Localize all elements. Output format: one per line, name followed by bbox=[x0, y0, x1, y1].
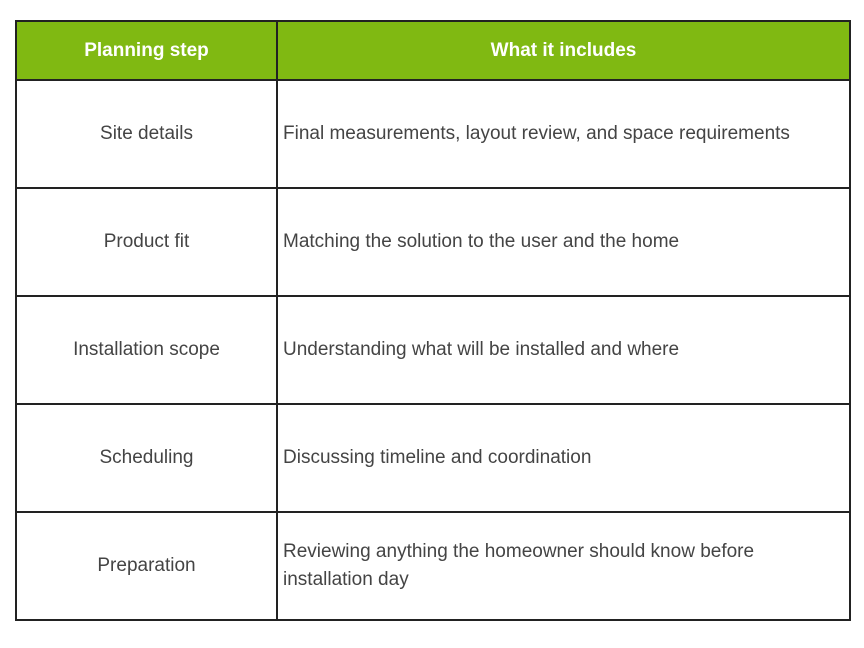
table-row bbox=[16, 512, 850, 620]
planning-table-container bbox=[15, 20, 849, 621]
table-row bbox=[16, 188, 850, 296]
includes-cell: Understanding what will be installed and where bbox=[277, 296, 850, 404]
table-row bbox=[16, 80, 850, 188]
table-row bbox=[16, 296, 850, 404]
table-row bbox=[16, 404, 850, 512]
step-cell: Product fit bbox=[16, 188, 277, 296]
step-cell: Installation scope bbox=[16, 296, 277, 404]
table-header-row bbox=[16, 21, 850, 80]
planning-steps-table bbox=[15, 20, 851, 621]
step-cell: Scheduling bbox=[16, 404, 277, 512]
includes-cell: Final measurements, layout review, and space requirements bbox=[277, 80, 850, 188]
includes-cell: Matching the solution to the user and the home bbox=[277, 188, 850, 296]
step-cell: Site details bbox=[16, 80, 277, 188]
includes-cell: Discussing timeline and coordination bbox=[277, 404, 850, 512]
step-cell: Preparation bbox=[16, 512, 277, 620]
includes-cell: Reviewing anything the homeowner should know before installation day bbox=[277, 512, 850, 620]
header-planning-step: Planning step bbox=[16, 21, 277, 80]
header-what-it-includes: What it includes bbox=[277, 21, 850, 80]
